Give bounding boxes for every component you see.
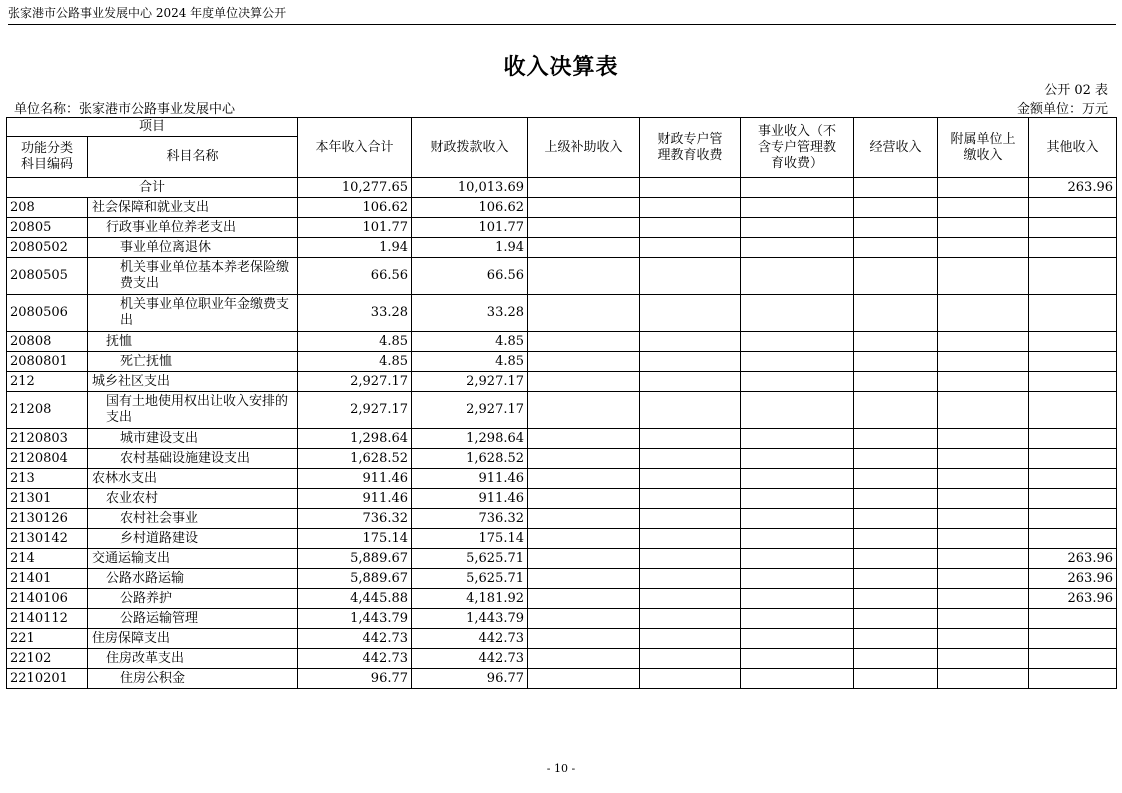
income-statement-table: [6, 117, 1117, 689]
table-row: [7, 332, 1117, 352]
operating-income-cell: [854, 238, 938, 258]
page-title: 收入决算表: [503, 55, 619, 80]
business-income-cell: [741, 178, 854, 198]
subject-name-cell: 交通运输支出: [88, 549, 298, 569]
func-code-cell: 20805: [7, 218, 88, 238]
superior-subsidy-cell: [528, 569, 640, 589]
fiscal-allocation-cell: 442.73: [412, 649, 528, 669]
business-income-cell: [741, 258, 854, 295]
business-income-cell: [741, 352, 854, 372]
func-code-cell: 2120803: [7, 429, 88, 449]
func-code-cell: 22102: [7, 649, 88, 669]
operating-income-cell: [854, 372, 938, 392]
total-income-cell: 4.85: [298, 332, 412, 352]
fiscal-special-edu-cell: [640, 469, 741, 489]
subject-name-cell: 机关事业单位职业年金缴费支出: [88, 295, 298, 332]
business-income-cell: [741, 295, 854, 332]
total-income-cell: 106.62: [298, 198, 412, 218]
affiliated-income-cell: [938, 372, 1029, 392]
total-income-cell: 5,889.67: [298, 549, 412, 569]
fiscal-allocation-cell: 2,927.17: [412, 372, 528, 392]
subject-name-cell: 国有土地使用权出让收入安排的支出: [88, 392, 298, 429]
affiliated-income-cell: [938, 392, 1029, 429]
func-code-cell: 2080505: [7, 258, 88, 295]
table-row: [7, 569, 1117, 589]
fiscal-special-edu-cell: [640, 238, 741, 258]
affiliated-income-cell: [938, 429, 1029, 449]
subject-name-cell: 住房公积金: [88, 669, 298, 689]
affiliated-income-cell: [938, 449, 1029, 469]
total-row: [7, 178, 1117, 198]
fiscal-special-edu-cell: [640, 549, 741, 569]
affiliated-income-cell: [938, 258, 1029, 295]
table-row: [7, 669, 1117, 689]
business-income-cell: [741, 332, 854, 352]
func-code-cell: 2140106: [7, 589, 88, 609]
func-code-cell: 214: [7, 549, 88, 569]
superior-subsidy-cell: [528, 469, 640, 489]
item-group-header: 项目: [7, 118, 298, 137]
total-income-cell: 5,889.67: [298, 569, 412, 589]
other-income-cell: [1029, 529, 1117, 549]
subject-name-cell: 住房保障支出: [88, 629, 298, 649]
operating-income-cell: [854, 429, 938, 449]
affiliated-income-cell: [938, 589, 1029, 609]
func-code-cell: 2080506: [7, 295, 88, 332]
business-income-cell: [741, 469, 854, 489]
other-income-cell: [1029, 629, 1117, 649]
table-row: [7, 238, 1117, 258]
operating-income-cell: [854, 489, 938, 509]
superior-subsidy-cell: [528, 649, 640, 669]
table-row: [7, 489, 1117, 509]
other-income-cell: [1029, 332, 1117, 352]
operating-income-cell: [854, 332, 938, 352]
table-row: [7, 218, 1117, 238]
superior-subsidy-cell: [528, 352, 640, 372]
fiscal-allocation-cell: 66.56: [412, 258, 528, 295]
affiliated-income-cell: [938, 669, 1029, 689]
superior-subsidy-cell: [528, 178, 640, 198]
superior-subsidy-cell: [528, 218, 640, 238]
other-income-cell: 263.96: [1029, 178, 1117, 198]
subject-name-cell: 农村社会事业: [88, 509, 298, 529]
table-row: [7, 549, 1117, 569]
superior-subsidy-cell: [528, 429, 640, 449]
business-income-cell: [741, 429, 854, 449]
subject-name-cell: 公路养护: [88, 589, 298, 609]
table-row: [7, 529, 1117, 549]
business-income-cell: [741, 649, 854, 669]
fiscal-allocation-cell: 4.85: [412, 352, 528, 372]
fiscal-special-edu-cell: [640, 669, 741, 689]
operating-income-cell: [854, 352, 938, 372]
total-income-cell: 442.73: [298, 629, 412, 649]
total-income-cell: 101.77: [298, 218, 412, 238]
table-number: 公开 02 表: [1044, 83, 1108, 98]
affiliated-income-cell: [938, 352, 1029, 372]
other-income-cell: [1029, 352, 1117, 372]
subject-name-cell: 城市建设支出: [88, 429, 298, 449]
superior-subsidy-cell: [528, 295, 640, 332]
fiscal-special-edu-cell: [640, 295, 741, 332]
other-income-cell: [1029, 609, 1117, 629]
running-header: 张家港市公路事业发展中心 2024 年度单位决算公开: [8, 6, 1116, 25]
table-row: [7, 509, 1117, 529]
superior-subsidy-cell: [528, 332, 640, 352]
func-code-header: 功能分类 科目编码: [7, 137, 88, 178]
business-income-cell: [741, 238, 854, 258]
total-income-cell: 911.46: [298, 469, 412, 489]
fiscal-allocation-header: 财政拨款收入: [412, 118, 528, 178]
fiscal-allocation-cell: 5,625.71: [412, 549, 528, 569]
fiscal-allocation-cell: 1.94: [412, 238, 528, 258]
operating-income-cell: [854, 178, 938, 198]
func-code-cell: 21301: [7, 489, 88, 509]
affiliated-income-cell: [938, 649, 1029, 669]
fiscal-special-edu-cell: [640, 629, 741, 649]
table-row: [7, 429, 1117, 449]
superior-subsidy-cell: [528, 529, 640, 549]
operating-income-cell: [854, 669, 938, 689]
business-income-cell: [741, 449, 854, 469]
fiscal-special-edu-cell: [640, 609, 741, 629]
fiscal-special-edu-cell: [640, 449, 741, 469]
fiscal-allocation-cell: 96.77: [412, 669, 528, 689]
affiliated-income-cell: [938, 198, 1029, 218]
superior-subsidy-cell: [528, 609, 640, 629]
business-income-cell: [741, 609, 854, 629]
func-code-cell: 2130126: [7, 509, 88, 529]
other-income-cell: [1029, 469, 1117, 489]
fiscal-allocation-cell: 911.46: [412, 469, 528, 489]
operating-income-cell: [854, 549, 938, 569]
subject-name-cell: 公路水路运输: [88, 569, 298, 589]
operating-income-cell: [854, 295, 938, 332]
superior-subsidy-cell: [528, 258, 640, 295]
table-row: [7, 258, 1117, 295]
fiscal-special-edu-cell: [640, 569, 741, 589]
subject-name-cell: 行政事业单位养老支出: [88, 218, 298, 238]
table-body: [7, 178, 1117, 689]
total-income-cell: 66.56: [298, 258, 412, 295]
affiliated-income-cell: [938, 529, 1029, 549]
fiscal-allocation-cell: 736.32: [412, 509, 528, 529]
table-row: [7, 629, 1117, 649]
business-income-header: 事业收入（不 含专户管理教 育收费）: [741, 118, 854, 178]
fiscal-allocation-cell: 175.14: [412, 529, 528, 549]
affiliated-income-cell: [938, 569, 1029, 589]
amount-unit: 金额单位：万元: [1016, 102, 1108, 117]
subject-name-header: 科目名称: [88, 137, 298, 178]
total-income-cell: 4.85: [298, 352, 412, 372]
business-income-cell: [741, 509, 854, 529]
operating-income-cell: [854, 629, 938, 649]
superior-subsidy-cell: [528, 509, 640, 529]
operating-income-cell: [854, 609, 938, 629]
business-income-cell: [741, 589, 854, 609]
table-row: [7, 198, 1117, 218]
superior-subsidy-cell: [528, 549, 640, 569]
table-row: [7, 392, 1117, 429]
other-income-cell: [1029, 449, 1117, 469]
affiliated-income-cell: [938, 549, 1029, 569]
superior-subsidy-cell: [528, 372, 640, 392]
fiscal-special-edu-cell: [640, 392, 741, 429]
fiscal-allocation-cell: 5,625.71: [412, 569, 528, 589]
table-row: [7, 589, 1117, 609]
fiscal-special-edu-cell: [640, 218, 741, 238]
business-income-cell: [741, 392, 854, 429]
affiliated-income-cell: [938, 489, 1029, 509]
superior-subsidy-cell: [528, 238, 640, 258]
other-income-header: 其他收入: [1029, 118, 1117, 178]
total-income-cell: 442.73: [298, 649, 412, 669]
fiscal-allocation-cell: 2,927.17: [412, 392, 528, 429]
affiliated-income-cell: [938, 332, 1029, 352]
total-income-cell: 2,927.17: [298, 392, 412, 429]
table-row: [7, 372, 1117, 392]
func-code-cell: 20808: [7, 332, 88, 352]
table-row: [7, 649, 1117, 669]
fiscal-special-edu-cell: [640, 372, 741, 392]
business-income-cell: [741, 372, 854, 392]
total-income-header: 本年收入合计: [298, 118, 412, 178]
affiliated-income-cell: [938, 218, 1029, 238]
fiscal-allocation-cell: 101.77: [412, 218, 528, 238]
subject-name-cell: 住房改革支出: [88, 649, 298, 669]
other-income-cell: [1029, 649, 1117, 669]
other-income-cell: [1029, 669, 1117, 689]
operating-income-cell: [854, 469, 938, 489]
other-income-cell: [1029, 489, 1117, 509]
operating-income-cell: [854, 449, 938, 469]
func-code-cell: 213: [7, 469, 88, 489]
other-income-cell: [1029, 238, 1117, 258]
operating-income-header: 经营收入: [854, 118, 938, 178]
fiscal-special-edu-cell: [640, 509, 741, 529]
superior-subsidy-header: 上级补助收入: [528, 118, 640, 178]
affiliated-income-cell: [938, 609, 1029, 629]
total-income-cell: 96.77: [298, 669, 412, 689]
fiscal-allocation-cell: 1,298.64: [412, 429, 528, 449]
unit-name: 单位名称：张家港市公路事业发展中心: [14, 102, 236, 117]
func-code-cell: 212: [7, 372, 88, 392]
operating-income-cell: [854, 509, 938, 529]
business-income-cell: [741, 549, 854, 569]
superior-subsidy-cell: [528, 198, 640, 218]
total-income-cell: 736.32: [298, 509, 412, 529]
subject-name-cell: 城乡社区支出: [88, 372, 298, 392]
affiliated-income-cell: [938, 469, 1029, 489]
superior-subsidy-cell: [528, 392, 640, 429]
superior-subsidy-cell: [528, 449, 640, 469]
other-income-cell: [1029, 218, 1117, 238]
other-income-cell: [1029, 429, 1117, 449]
fiscal-special-edu-cell: [640, 489, 741, 509]
other-income-cell: [1029, 258, 1117, 295]
func-code-cell: 2080801: [7, 352, 88, 372]
affiliated-income-cell: [938, 509, 1029, 529]
affiliated-income-cell: [938, 295, 1029, 332]
fiscal-allocation-cell: 10,013.69: [412, 178, 528, 198]
fiscal-allocation-cell: 911.46: [412, 489, 528, 509]
business-income-cell: [741, 629, 854, 649]
total-income-cell: 175.14: [298, 529, 412, 549]
operating-income-cell: [854, 198, 938, 218]
fiscal-allocation-cell: 442.73: [412, 629, 528, 649]
superior-subsidy-cell: [528, 589, 640, 609]
fiscal-special-edu-cell: [640, 178, 741, 198]
total-income-cell: 4,445.88: [298, 589, 412, 609]
business-income-cell: [741, 569, 854, 589]
fiscal-allocation-cell: 1,628.52: [412, 449, 528, 469]
fiscal-special-edu-cell: [640, 352, 741, 372]
fiscal-special-edu-cell: [640, 589, 741, 609]
subject-name-cell: 乡村道路建设: [88, 529, 298, 549]
total-income-cell: 1,628.52: [298, 449, 412, 469]
other-income-cell: [1029, 198, 1117, 218]
affiliated-income-cell: [938, 238, 1029, 258]
table-row: [7, 469, 1117, 489]
total-income-cell: 911.46: [298, 489, 412, 509]
func-code-cell: 2210201: [7, 669, 88, 689]
func-code-cell: 21401: [7, 569, 88, 589]
fiscal-special-edu-cell: [640, 198, 741, 218]
affiliated-income-cell: [938, 178, 1029, 198]
subject-name-cell: 机关事业单位基本养老保险缴费支出: [88, 258, 298, 295]
fiscal-allocation-cell: 4,181.92: [412, 589, 528, 609]
page-number: - 10 -: [546, 762, 576, 775]
func-code-cell: 2120804: [7, 449, 88, 469]
other-income-cell: 263.96: [1029, 549, 1117, 569]
superior-subsidy-cell: [528, 669, 640, 689]
table-row: [7, 449, 1117, 469]
func-code-cell: 2080502: [7, 238, 88, 258]
operating-income-cell: [854, 529, 938, 549]
fiscal-special-edu-cell: [640, 529, 741, 549]
fiscal-allocation-cell: 4.85: [412, 332, 528, 352]
total-income-cell: 1.94: [298, 238, 412, 258]
business-income-cell: [741, 529, 854, 549]
subject-name-cell: 公路运输管理: [88, 609, 298, 629]
total-label: 合计: [7, 178, 298, 198]
subject-name-cell: 事业单位离退休: [88, 238, 298, 258]
operating-income-cell: [854, 569, 938, 589]
func-code-cell: 2140112: [7, 609, 88, 629]
fiscal-allocation-cell: 1,443.79: [412, 609, 528, 629]
func-code-cell: 208: [7, 198, 88, 218]
func-code-cell: 2130142: [7, 529, 88, 549]
superior-subsidy-cell: [528, 629, 640, 649]
other-income-cell: 263.96: [1029, 589, 1117, 609]
func-code-cell: 221: [7, 629, 88, 649]
subject-name-cell: 农村基础设施建设支出: [88, 449, 298, 469]
operating-income-cell: [854, 649, 938, 669]
fiscal-special-edu-cell: [640, 429, 741, 449]
table-row: [7, 295, 1117, 332]
subject-name-cell: 社会保障和就业支出: [88, 198, 298, 218]
operating-income-cell: [854, 589, 938, 609]
subject-name-cell: 抚恤: [88, 332, 298, 352]
other-income-cell: [1029, 392, 1117, 429]
fiscal-special-edu-header: 财政专户管 理教育收费: [640, 118, 741, 178]
fiscal-allocation-cell: 106.62: [412, 198, 528, 218]
other-income-cell: [1029, 509, 1117, 529]
other-income-cell: [1029, 372, 1117, 392]
business-income-cell: [741, 669, 854, 689]
affiliated-income-header: 附属单位上 缴收入: [938, 118, 1029, 178]
business-income-cell: [741, 218, 854, 238]
superior-subsidy-cell: [528, 489, 640, 509]
business-income-cell: [741, 198, 854, 218]
subject-name-cell: 农林水支出: [88, 469, 298, 489]
total-income-cell: 2,927.17: [298, 372, 412, 392]
subject-name-cell: 死亡抚恤: [88, 352, 298, 372]
fiscal-special-edu-cell: [640, 258, 741, 295]
subject-name-cell: 农业农村: [88, 489, 298, 509]
other-income-cell: 263.96: [1029, 569, 1117, 589]
operating-income-cell: [854, 392, 938, 429]
fiscal-special-edu-cell: [640, 649, 741, 669]
other-income-cell: [1029, 295, 1117, 332]
func-code-cell: 21208: [7, 392, 88, 429]
total-income-cell: 1,443.79: [298, 609, 412, 629]
total-income-cell: 33.28: [298, 295, 412, 332]
operating-income-cell: [854, 258, 938, 295]
table-row: [7, 352, 1117, 372]
fiscal-allocation-cell: 33.28: [412, 295, 528, 332]
affiliated-income-cell: [938, 629, 1029, 649]
business-income-cell: [741, 489, 854, 509]
operating-income-cell: [854, 218, 938, 238]
total-income-cell: 1,298.64: [298, 429, 412, 449]
table-row: [7, 609, 1117, 629]
total-income-cell: 10,277.65: [298, 178, 412, 198]
fiscal-special-edu-cell: [640, 332, 741, 352]
